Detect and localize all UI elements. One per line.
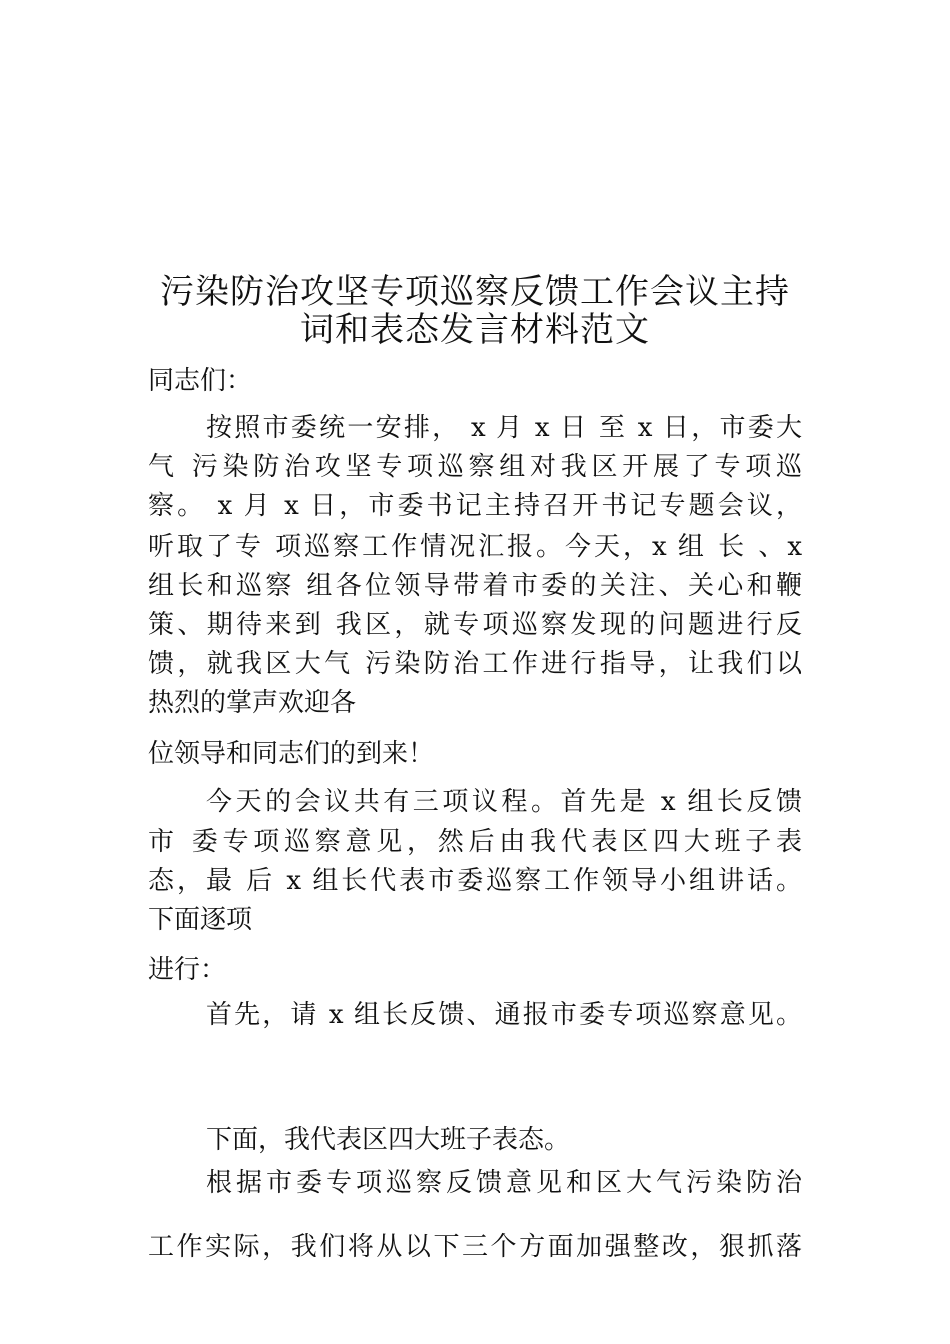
paragraph-1-line: 听取了专 项巡察工作情况汇报。今天，x 组 长 、x [148,532,802,562]
paragraph-1-tail: 位领导和同志们的到来！ [148,739,435,769]
paragraph-1-line: 察。 x 月 x 日，市委书记主持召开书记专题会议， [148,491,802,521]
paragraph-1-line: 按照市委统一安排， x 月 x 日 至 x 日，市委大 [206,413,802,443]
document-title-line-2: 词和表态发言材料范文 [300,310,650,350]
paragraph-5-line: 工作实际，我们将从以下三个方面加强整改，狠抓落 [148,1232,802,1262]
paragraph-3: 首先，请 x 组长反馈、通报市委专项巡察意见。 [206,1000,802,1030]
paragraph-1-line: 热烈的掌声欢迎各 [148,688,357,718]
paragraph-1-line: 馈，就我区大气 污染防治工作进行指导，让我们以 [148,649,802,679]
paragraph-2-line: 下面逐项 [148,905,253,935]
paragraph-2-line: 今天的会议共有三项议程。首先是 x 组长反馈 [206,787,802,817]
paragraph-5-line: 根据市委专项巡察反馈意见和区大气污染防治 [206,1168,802,1198]
paragraph-2-line: 态，最 后 x 组长代表市委巡察工作领导小组讲话。 [148,866,802,896]
paragraph-2-tail: 进行： [148,955,227,985]
paragraph-1-line: 组长和巡察 组各位领导带着市委的关注、关心和鞭 [148,571,802,601]
salutation: 同志们： [148,366,253,396]
document-title-line-1: 污染防治攻坚专项巡察反馈工作会议主持 [160,272,790,312]
paragraph-1-line: 气 污染防治攻坚专项巡察组对我区开展了专项巡 [148,452,802,482]
paragraph-2-line: 市 委专项巡察意见，然后由我代表区四大班子表 [148,827,802,857]
paragraph-4: 下面，我代表区四大班子表态。 [206,1125,571,1155]
paragraph-1-line: 策、期待来到 我区，就专项巡察发现的问题进行反 [148,610,802,640]
